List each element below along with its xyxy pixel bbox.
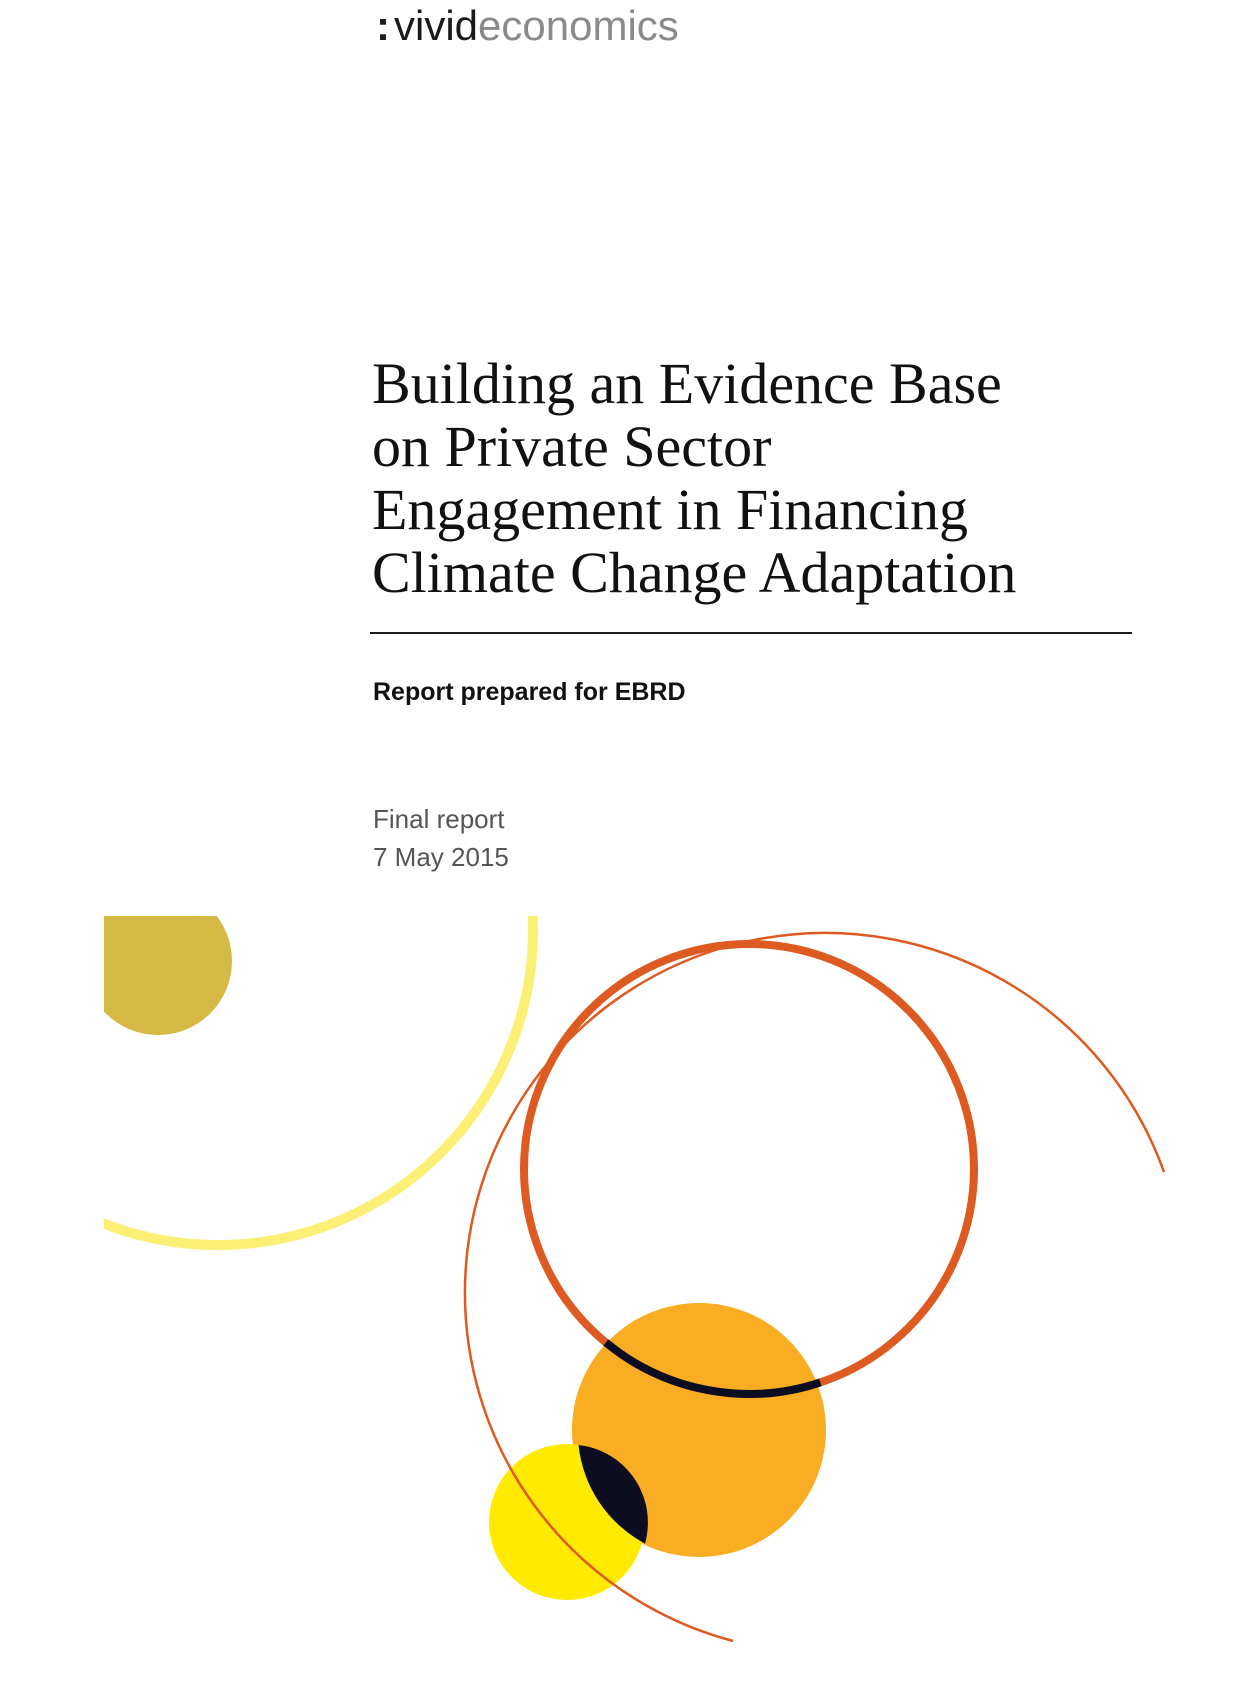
prepared-for-label: Report prepared for EBRD [373,678,686,706]
amber-circle [572,1303,826,1557]
thin-orange-arc [465,933,1164,1641]
logo-text-vivid: vivid [394,2,479,49]
report-title [372,352,1152,604]
report-status: Final report [373,804,505,834]
navy-overlap-lens [579,1445,648,1544]
report-meta [373,800,509,876]
title-line: Building an Evidence Base [372,351,1002,416]
vivid-economics-logo [376,0,679,52]
title-divider [370,632,1132,634]
dark-ring-overlap [606,1342,820,1394]
orange-ring [524,944,974,1394]
pale-yellow-ring [0,615,533,1245]
report-date: 7 May 2015 [373,842,509,872]
logo-text-economics: economics [478,2,679,49]
title-line: on Private Sector [372,414,772,479]
title-line: Climate Change Adaptation [372,540,1017,605]
title-line: Engagement in Financing [372,477,968,542]
ochre-circle [84,887,232,1035]
logo-mark: : [376,2,390,49]
yellow-circle [489,1444,645,1600]
